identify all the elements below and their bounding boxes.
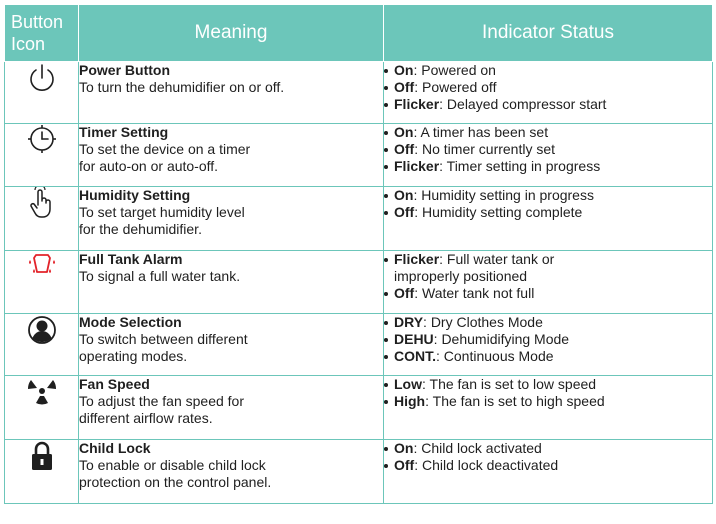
meaning-cell xyxy=(79,314,384,376)
status-text: : The fan is set to low speed xyxy=(422,376,597,392)
table-row xyxy=(5,376,713,440)
status-text: : Timer setting in progress xyxy=(439,158,601,174)
button-name: Timer Setting xyxy=(79,124,169,140)
status-text: : Humidity setting in progress xyxy=(413,187,594,203)
meaning-cell xyxy=(79,62,384,124)
button-description: To enable or disable child lock protection on the control panel. xyxy=(79,457,272,490)
button-description: To switch between different operating modes. xyxy=(79,331,248,364)
status-item xyxy=(384,331,712,348)
power-icon xyxy=(5,62,78,94)
indicator-status-cell xyxy=(384,124,713,187)
button-name: Humidity Setting xyxy=(79,187,191,203)
status-list xyxy=(384,62,712,113)
status-item xyxy=(384,204,712,221)
status-text: : No timer currently set xyxy=(414,141,556,157)
status-item xyxy=(384,187,712,204)
status-key: Off xyxy=(394,204,415,220)
status-key: DRY xyxy=(394,314,424,330)
button-name: Fan Speed xyxy=(79,376,150,392)
hand-icon xyxy=(5,187,78,219)
indicator-status-cell xyxy=(384,187,713,251)
status-item xyxy=(384,314,712,331)
status-key: On xyxy=(394,440,414,456)
button-description: To signal a full water tank. xyxy=(79,268,241,284)
status-list xyxy=(384,187,712,221)
fan-icon xyxy=(5,376,78,406)
status-item xyxy=(384,251,712,285)
button-name: Child Lock xyxy=(79,440,151,456)
button-name: Mode Selection xyxy=(79,314,182,330)
status-text: : The fan is set to high speed xyxy=(425,393,605,409)
button-description: To adjust the fan speed for different airflow rates. xyxy=(79,393,244,426)
status-list xyxy=(384,314,712,365)
icon-cell xyxy=(5,124,79,187)
clock-icon xyxy=(5,124,78,154)
table-row xyxy=(5,440,713,504)
indicator-status-cell xyxy=(384,440,713,504)
button-guide-table xyxy=(4,4,713,504)
status-item xyxy=(384,158,712,175)
status-list xyxy=(384,376,712,410)
lock-icon xyxy=(5,440,78,472)
header-row xyxy=(5,5,713,62)
header-button-icon xyxy=(5,5,79,62)
status-item xyxy=(384,285,712,302)
button-name: Full Tank Alarm xyxy=(79,251,183,267)
status-item xyxy=(384,79,712,96)
status-text: : Child lock activated xyxy=(413,440,542,456)
header-button-icon-line2: Icon xyxy=(11,34,46,54)
table-row xyxy=(5,314,713,376)
status-item xyxy=(384,96,712,113)
status-key: On xyxy=(394,124,414,140)
status-key: Low xyxy=(394,376,422,392)
status-text: : Dry Clothes Mode xyxy=(423,314,543,330)
status-key: Off xyxy=(394,285,415,301)
status-key: Flicker xyxy=(394,158,440,174)
status-key: On xyxy=(394,62,414,78)
meaning-cell xyxy=(79,251,384,314)
icon-cell xyxy=(5,376,79,440)
status-item xyxy=(384,376,712,393)
status-item xyxy=(384,141,712,158)
status-list xyxy=(384,440,712,474)
table-row xyxy=(5,124,713,187)
status-item xyxy=(384,124,712,141)
status-list xyxy=(384,124,712,175)
status-text: : Water tank not full xyxy=(414,285,535,301)
icon-cell xyxy=(5,314,79,376)
meaning-cell xyxy=(79,187,384,251)
header-button-icon-line1: Button xyxy=(11,12,64,32)
meaning-cell xyxy=(79,124,384,187)
status-item xyxy=(384,393,712,410)
status-text: : Full water tank or xyxy=(439,251,555,267)
status-item xyxy=(384,457,712,474)
button-description: To set target humidity level for the dehumidifier. xyxy=(79,204,245,237)
table-row xyxy=(5,62,713,124)
status-text: : Continuous Mode xyxy=(436,348,554,364)
status-item xyxy=(384,440,712,457)
button-description: To set the device on a timer for auto-on or auto-off. xyxy=(79,141,251,174)
icon-cell xyxy=(5,440,79,504)
icon-cell xyxy=(5,187,79,251)
status-text: : A timer has been set xyxy=(413,124,549,140)
status-key: Off xyxy=(394,141,415,157)
indicator-status-cell xyxy=(384,314,713,376)
meaning-cell xyxy=(79,440,384,504)
status-item xyxy=(384,62,712,79)
status-key: Off xyxy=(394,79,415,95)
button-name: Power Button xyxy=(79,62,170,78)
status-text: : Child lock deactivated xyxy=(414,457,559,473)
status-list xyxy=(384,251,712,302)
indicator-status-cell xyxy=(384,251,713,314)
status-continuation: improperly positioned xyxy=(394,268,528,284)
header-meaning: Meaning xyxy=(79,5,384,62)
status-key: On xyxy=(394,187,414,203)
status-item xyxy=(384,348,712,365)
status-key: Off xyxy=(394,457,415,473)
table-row xyxy=(5,187,713,251)
status-text: : Powered on xyxy=(413,62,496,78)
status-key: CONT. xyxy=(394,348,436,364)
icon-cell xyxy=(5,251,79,314)
status-text: : Powered off xyxy=(414,79,497,95)
button-description: To turn the dehumidifier on or off. xyxy=(79,79,285,95)
status-key: Flicker xyxy=(394,96,440,112)
status-text: : Delayed compressor start xyxy=(439,96,607,112)
mode-icon xyxy=(5,314,78,346)
status-text: : Dehumidifying Mode xyxy=(433,331,570,347)
meaning-cell xyxy=(79,376,384,440)
table-row xyxy=(5,251,713,314)
full-tank-icon xyxy=(5,251,78,279)
status-text: : Humidity setting complete xyxy=(414,204,583,220)
status-key: Flicker xyxy=(394,251,440,267)
status-key: DEHU xyxy=(394,331,434,347)
indicator-status-cell xyxy=(384,376,713,440)
icon-cell xyxy=(5,62,79,124)
indicator-status-cell xyxy=(384,62,713,124)
header-indicator-status: Indicator Status xyxy=(384,5,713,62)
status-key: High xyxy=(394,393,426,409)
